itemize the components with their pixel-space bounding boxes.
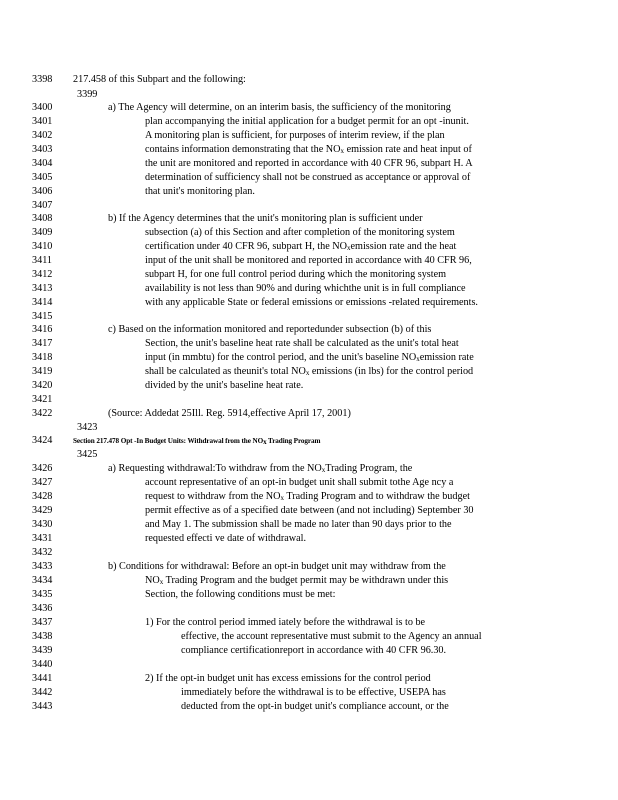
line-number: 3414 — [32, 297, 53, 308]
document-line — [0, 101, 618, 115]
line-text-tail: Trading Program, the — [325, 463, 413, 474]
line-text — [145, 574, 448, 589]
line-text-main: A monitoring plan is sufficient, for purposes of interim review, if the plan — [145, 130, 445, 141]
document-line — [0, 532, 618, 546]
line-text — [145, 282, 466, 296]
line-text-tail: emission rate and the heat — [350, 241, 457, 252]
line-number: 3439 — [32, 645, 53, 656]
line-text-main: with any applicable State or federal emissions or emissions -related requirements. — [145, 297, 478, 308]
document-line — [0, 560, 618, 574]
line-text-main: input of the unit shall be monitored and reported in accordance with 40 CFR 96, — [145, 255, 472, 266]
line-number: 3407 — [32, 200, 53, 211]
line-text — [145, 616, 425, 630]
line-text — [145, 504, 474, 518]
line-text-main: a) Requesting withdrawal:To withdraw from the NO — [108, 463, 322, 474]
line-text-main: Section, the following conditions must be met: — [145, 589, 336, 600]
document-line — [0, 700, 618, 714]
line-number: 3420 — [32, 380, 53, 391]
line-number: 3437 — [32, 617, 53, 628]
document-line — [0, 337, 618, 351]
line-text — [108, 407, 351, 421]
line-text-tail: Trading Program and to withdraw the budget — [284, 491, 470, 502]
document-line — [0, 115, 618, 129]
line-number: 3406 — [32, 186, 53, 197]
line-text — [145, 143, 472, 158]
line-number: 3419 — [32, 366, 53, 377]
document-line — [0, 658, 618, 672]
line-number: 3426 — [32, 463, 53, 474]
line-text — [145, 296, 478, 310]
line-number: 3441 — [32, 673, 53, 684]
line-number: 3425 — [77, 449, 98, 460]
document-line — [0, 73, 618, 87]
line-number: 3399 — [77, 89, 98, 100]
line-text-main: Section, the unit's baseline heat rate shall be calculated as the unit's total heat — [145, 338, 459, 349]
line-number: 3431 — [32, 533, 53, 544]
line-text-main: subpart H, for one full control period during which the monitoring system — [145, 269, 447, 280]
document-line — [0, 630, 618, 644]
line-text — [145, 185, 255, 199]
line-text-tail: emissions (in lbs) for the control period — [309, 366, 474, 377]
line-number: 3423 — [77, 422, 98, 433]
line-text-main: contains information demonstrating that the NO — [145, 144, 341, 155]
line-number: 3412 — [32, 269, 53, 280]
document-line — [0, 157, 618, 171]
line-text — [181, 700, 449, 714]
line-text-main: a) The Agency will determine, on an interim basis, the sufficiency of the monitoring — [108, 102, 451, 113]
line-text — [181, 686, 446, 700]
section-heading — [73, 434, 320, 449]
document-line — [0, 310, 618, 324]
document-line — [0, 644, 618, 658]
line-text — [181, 644, 446, 658]
document-line — [0, 686, 618, 700]
line-text — [108, 462, 412, 477]
line-number: 3443 — [32, 701, 53, 712]
line-number: 3430 — [32, 519, 53, 530]
line-text-main: request to withdraw from the NO — [145, 491, 281, 502]
subscript: x — [416, 355, 420, 363]
line-text — [145, 532, 306, 546]
line-text-main: requested effecti ve date of withdrawal. — [145, 533, 307, 544]
line-number: 3429 — [32, 505, 53, 516]
line-text — [145, 115, 469, 129]
subscript: x — [340, 147, 345, 155]
document-line — [0, 462, 618, 476]
document-line — [0, 407, 618, 421]
document-line — [0, 574, 618, 588]
line-number: 3410 — [32, 241, 53, 252]
document-line — [0, 476, 618, 490]
line-text-main: NO — [145, 575, 160, 586]
line-text-main: b) Conditions for withdrawal: Before an opt-in budget unit may withdraw from the — [108, 561, 446, 572]
document-line — [0, 588, 618, 602]
line-number: 3405 — [32, 172, 53, 183]
line-text-main: compliance certificationreport in accordance with 40 CFR 96.30. — [181, 645, 447, 656]
line-text-main: that unit's monitoring plan. — [145, 186, 255, 197]
line-text-main: deducted from the opt-in budget unit's compliance account, or the — [181, 701, 449, 712]
line-text-main: effective, the account representative must submit to the Agency an annual — [181, 631, 482, 642]
line-number: 3398 — [32, 74, 53, 85]
line-text-main: subsection (a) of this Section and after completion of the monitoring system — [145, 227, 455, 238]
document-line — [0, 323, 618, 337]
document-line — [0, 226, 618, 240]
line-text — [145, 226, 455, 240]
line-number: 3402 — [32, 130, 53, 141]
line-number: 3440 — [32, 659, 53, 670]
line-text-main: permit effective as of a specified date between (and not including) September 30 — [145, 505, 474, 516]
document-line — [0, 546, 618, 560]
subscript: x — [159, 578, 164, 586]
line-text — [145, 254, 472, 268]
document-line — [0, 434, 618, 448]
document-line — [0, 351, 618, 365]
line-text — [73, 73, 246, 87]
line-text-main: divided by the unit's baseline heat rate. — [145, 380, 304, 391]
document-line — [0, 421, 618, 435]
line-text — [108, 212, 423, 226]
line-number: 3422 — [32, 408, 53, 419]
document-line — [0, 143, 618, 157]
line-text-main: certification under 40 CFR 96, subpart H, the NO — [145, 241, 348, 252]
line-text-tail: emission rate — [419, 352, 474, 363]
line-text — [108, 101, 451, 115]
document-line — [0, 393, 618, 407]
line-text — [145, 379, 303, 393]
line-text-main: account representative of an opt-in budget unit shall submit tothe Age ncy a — [145, 477, 454, 488]
line-text — [145, 476, 453, 490]
document-line — [0, 268, 618, 282]
line-text-tail: Trading Program and the budget permit may be withdrawn under this — [163, 575, 449, 586]
line-number: 3424 — [32, 435, 53, 446]
line-number: 3417 — [32, 338, 53, 349]
line-number: 3436 — [32, 603, 53, 614]
line-number: 3438 — [32, 631, 53, 642]
line-text-main: shall be calculated as theunit's total NO — [145, 366, 306, 377]
line-number: 3418 — [32, 352, 53, 363]
line-text — [145, 518, 452, 532]
line-number: 3428 — [32, 491, 53, 502]
line-text — [145, 672, 431, 686]
line-text-main: immediately before the withdrawal is to be effective, USEPA has — [181, 687, 446, 698]
document-line — [0, 602, 618, 616]
line-number: 3433 — [32, 561, 53, 572]
line-text-main: and May 1. The submission shall be made no later than 90 days prior to the — [145, 519, 452, 530]
document-line — [0, 379, 618, 393]
line-text-tail: emission rate and heat input of — [344, 144, 472, 155]
document-line — [0, 254, 618, 268]
document-line — [0, 185, 618, 199]
line-text-main: availability is not less than 90% and during whichthe unit is in full compliance — [145, 283, 466, 294]
line-text-tail: Trading Program — [266, 437, 321, 445]
line-text — [145, 490, 470, 505]
subscript: x — [263, 438, 267, 446]
document-line — [0, 171, 618, 185]
line-text-main: determination of sufficiency shall not be construed as acceptance or approval of — [145, 172, 471, 183]
document-line — [0, 199, 618, 213]
line-number: 3401 — [32, 116, 53, 127]
document-line — [0, 448, 618, 462]
line-text-main: 2) If the opt-in budget unit has excess emissions for the control period — [145, 673, 431, 684]
line-text-main: (Source: Addedat 25Ill. Reg. 5914,effective April 17, 2001) — [108, 408, 351, 419]
line-text — [145, 129, 445, 143]
line-number: 3427 — [32, 477, 53, 488]
line-text-main: 1) For the control period immed iately before the withdrawal is to be — [145, 617, 426, 628]
document-line — [0, 129, 618, 143]
document-line — [0, 212, 618, 226]
line-text — [145, 337, 459, 351]
line-number: 3408 — [32, 213, 53, 224]
document-line — [0, 88, 618, 102]
line-text — [145, 171, 470, 185]
line-text-main: input (in mmbtu) for the control period, and the unit's baseline NO — [145, 352, 417, 363]
line-number: 3434 — [32, 575, 53, 586]
document-line — [0, 240, 618, 254]
line-number: 3415 — [32, 311, 53, 322]
line-number: 3421 — [32, 394, 53, 405]
subscript: x — [305, 369, 310, 377]
line-number: 3409 — [32, 227, 53, 238]
line-text-main: the unit are monitored and reported in accordance with 40 CFR 96, subpart H. A — [145, 158, 473, 169]
line-number: 3435 — [32, 589, 53, 600]
line-text-main: plan accompanying the initial application for a budget permit for an opt -inunit. — [145, 116, 469, 127]
line-number: 3400 — [32, 102, 53, 113]
document-line — [0, 518, 618, 532]
line-number: 3442 — [32, 687, 53, 698]
line-text — [145, 588, 335, 602]
line-text — [145, 365, 473, 380]
line-text — [181, 630, 482, 644]
line-number: 3416 — [32, 324, 53, 335]
line-text — [108, 323, 431, 337]
document-line — [0, 672, 618, 686]
document-line — [0, 504, 618, 518]
line-text — [145, 240, 456, 255]
subscript: x — [347, 244, 351, 252]
line-number: 3411 — [32, 255, 52, 266]
line-number: 3413 — [32, 283, 53, 294]
document-line — [0, 296, 618, 310]
line-text — [145, 351, 474, 366]
line-number: 3403 — [32, 144, 53, 155]
line-number: 3432 — [32, 547, 53, 558]
document-line — [0, 616, 618, 630]
subscript: x — [280, 494, 285, 502]
line-text — [145, 157, 473, 171]
line-number: 3404 — [32, 158, 53, 169]
subscript: x — [321, 466, 326, 474]
line-text-main: 217.458 of this Subpart and the following: — [73, 74, 246, 85]
line-text — [108, 560, 446, 574]
document-line — [0, 282, 618, 296]
document-line — [0, 490, 618, 504]
document-line — [0, 365, 618, 379]
line-text-main: b) If the Agency determines that the unit's monitoring plan is sufficient under — [108, 213, 423, 224]
line-text-main: Section 217.478 Opt -In Budget Units: Withdrawal from the NO — [73, 437, 264, 445]
line-text — [145, 268, 446, 282]
line-text-main: c) Based on the information monitored and reportedunder subsection (b) of this — [108, 324, 432, 335]
